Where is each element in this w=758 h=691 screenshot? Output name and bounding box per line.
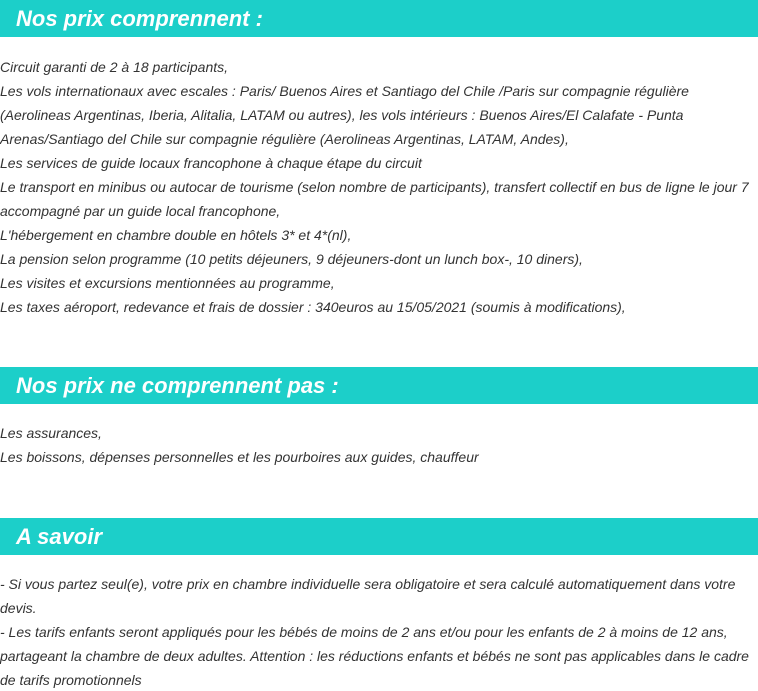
section-title-good-to-know: A savoir bbox=[0, 518, 758, 555]
good-to-know-line: - Les tarifs enfants seront appliqués pour les bébés de moins de 2 ans et/ou pour les enfants de 2 à moins de 12 ans, partageant la chambre de deux adultes. Attention : les réductions enfants et bébés ne sont pas applicables dans le cadre de tarifs promotionnels bbox=[0, 624, 749, 688]
not-included-line: Les boissons, dépenses personnelles et les pourboires aux guides, chauffeur bbox=[0, 449, 479, 465]
included-line: La pension selon programme (10 petits déjeuners, 9 déjeuners-dont un lunch box-, 10 diners), bbox=[0, 251, 583, 267]
included-line: L'hébergement en chambre double en hôtels 3* et 4*(nl), bbox=[0, 227, 352, 243]
section-title-included: Nos prix comprennent : bbox=[0, 0, 758, 37]
good-to-know-line: - Si vous partez seul(e), votre prix en chambre individuelle sera obligatoire et sera calculé automatiquement dans votre devis. bbox=[0, 576, 736, 616]
section-body-included bbox=[0, 55, 756, 319]
not-included-line: Les assurances, bbox=[0, 425, 102, 441]
section-body-not-included bbox=[0, 421, 756, 469]
included-line: Les taxes aéroport, redevance et frais de dossier : 340euros au 15/05/2021 (soumis à modifications), bbox=[0, 299, 626, 315]
included-line: Circuit garanti de 2 à 18 participants, bbox=[0, 59, 229, 75]
included-line: Le transport en minibus ou autocar de tourisme (selon nombre de participants), transfert collectif en bus de ligne le jour 7 accompagné par un guide local francophone, bbox=[0, 179, 749, 219]
section-body-good-to-know bbox=[0, 572, 756, 691]
included-line: Les services de guide locaux francophone à chaque étape du circuit bbox=[0, 155, 422, 171]
included-line: Les vols internationaux avec escales : Paris/ Buenos Aires et Santiago del Chile /Paris sur compagnie régulière (Aerolineas Argentinas, Iberia, Alitalia, LATAM ou autres), les vols intérieurs : Buenos Aires/El Calafate - Punta Arenas/Santiago del Chile sur compagnie régulière (Aerolineas Argentinas, LATAM, Andes), bbox=[0, 83, 689, 147]
included-line: Les visites et excursions mentionnées au programme, bbox=[0, 275, 335, 291]
section-title-not-included: Nos prix ne comprennent pas : bbox=[0, 367, 758, 404]
